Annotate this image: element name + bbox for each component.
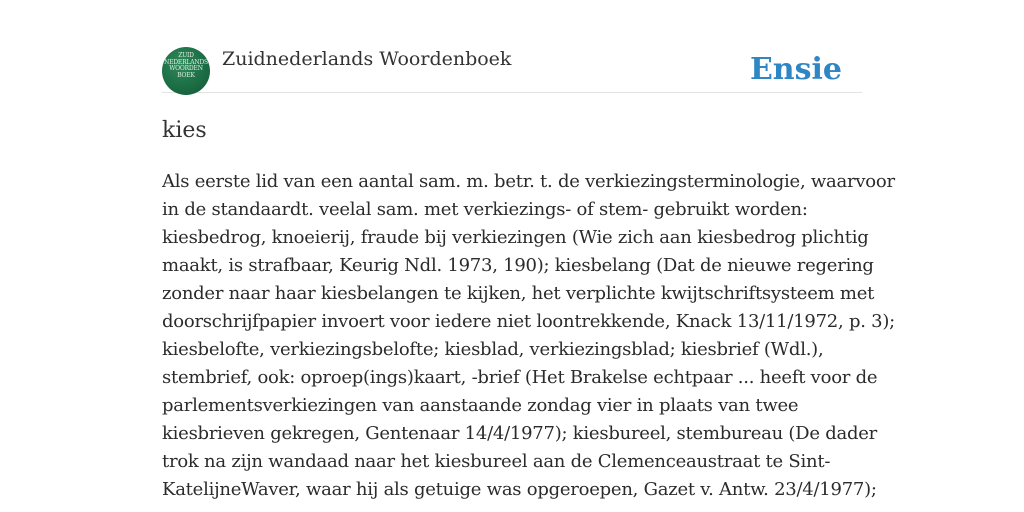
ensie-brand-link[interactable]: Ensie	[749, 52, 842, 87]
logo-text-line: NEDERLANDS	[164, 58, 208, 66]
definition-line: kiesbedrog, knoeierij, fraude bij verkiezingen (Wie zich aan kiesbedrog plichtig	[162, 227, 869, 248]
logo-text-line: WOORDEN	[169, 65, 203, 72]
logo-text	[162, 53, 210, 79]
definition-line: in de standaardt. veelal sam. met verkiezings- of stem- gebruikt worden:	[162, 199, 808, 220]
logo-text-line: ZUID	[178, 52, 194, 59]
definition-line: KatelijneWaver, waar hij als getuige was opgeroepen, Gazet v. Antw. 23/4/1977);	[162, 479, 877, 500]
entry-card	[162, 0, 895, 512]
definition-line: Als eerste lid van een aantal sam. m. betr. t. de verkiezingsterminologie, waarvoor	[162, 171, 895, 192]
logo-text-line: BOEK	[177, 71, 195, 79]
entry-headword: kies	[162, 118, 207, 143]
definition-line: trok na zijn wandaad naar het kiesbureel aan de Clemenceaustraat te Sint-	[162, 451, 831, 472]
site-name-link[interactable]: Zuidnederlands Woordenboek	[222, 48, 512, 70]
definition-line: kiesbrieven gekregen, Gentenaar 14/4/1977); kiesbureel, stembureau (De dader	[162, 423, 878, 444]
definition-line: zonder naar haar kiesbelangen te kijken, het verplichte kwijtschriftsysteem met	[162, 283, 875, 304]
definition-line: parlementsverkiezingen van aanstaande zondag vier in plaats van twee	[162, 395, 799, 416]
site-logo[interactable]	[162, 47, 210, 95]
definition-line: kiesbelofte, verkiezingsbelofte; kiesblad, verkiezingsblad; kiesbrief (Wdl.),	[162, 339, 824, 360]
definition-line: doorschrijfpapier invoert voor iedere niet loontrekkende, Knack 13/11/1972, p. 3);	[162, 311, 895, 332]
definition-line: stembrief, ook: oproep(ings)kaart, -brief (Het Brakelse echtpaar ... heeft voor de	[162, 367, 878, 388]
definition-line: maakt, is strafbaar, Keurig Ndl. 1973, 190); kiesbelang (Dat de nieuwe regering	[162, 255, 874, 276]
entry-definition	[162, 168, 895, 504]
site-header	[162, 44, 862, 93]
